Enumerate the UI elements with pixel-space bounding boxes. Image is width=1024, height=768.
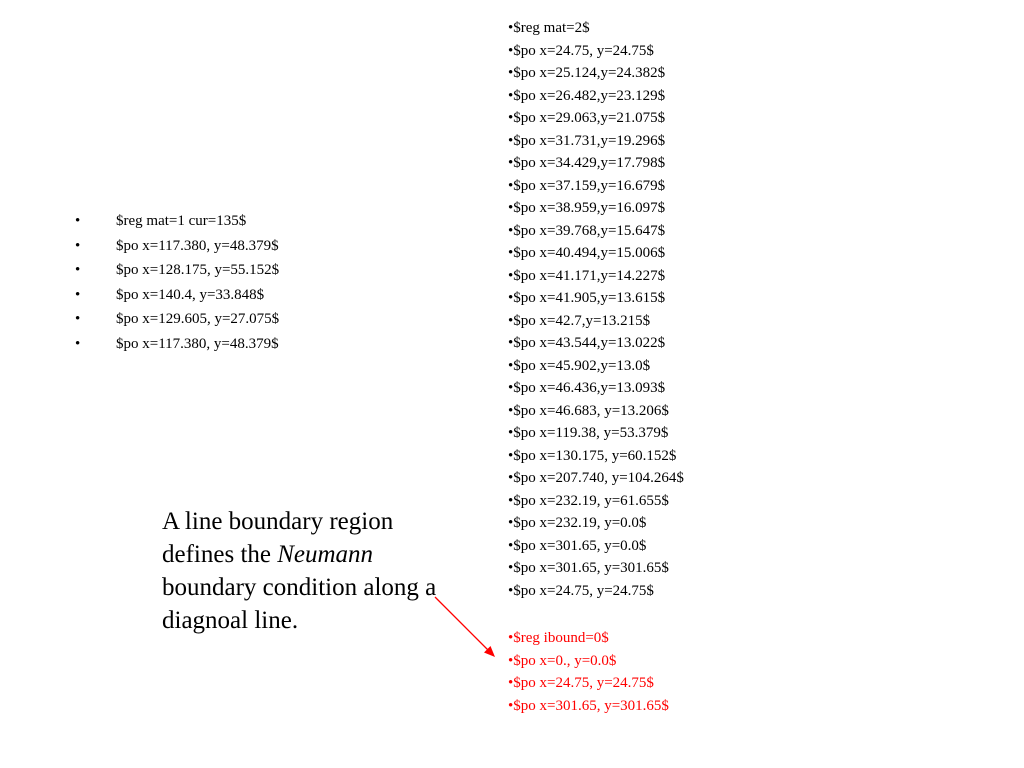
list-item: • $po x=129.605, y=27.075$ <box>70 307 279 332</box>
list-item: • $po x=130.175, y=60.152$ <box>508 445 684 468</box>
list-item: • $po x=0., y=0.0$ <box>508 650 669 673</box>
caption-after: boundary condition along a diagnoal line. <box>162 574 437 634</box>
list-item: • $po x=42.7,y=13.215$ <box>508 310 684 333</box>
list-item: • $po x=232.19, y=0.0$ <box>508 512 684 535</box>
list-item: • $reg mat=1 cur=135$ <box>70 209 279 234</box>
list-item: • $po x=117.380, y=48.379$ <box>70 332 279 357</box>
list-item: • $po x=41.905,y=13.615$ <box>508 287 684 310</box>
list-item: • $po x=24.75, y=24.75$ <box>508 40 684 63</box>
list-item: • $po x=207.740, y=104.264$ <box>508 467 684 490</box>
list-item: • $po x=117.380, y=48.379$ <box>70 234 279 259</box>
list-item: • $po x=43.544,y=13.022$ <box>508 332 684 355</box>
list-item: • $po x=37.159,y=16.679$ <box>508 175 684 198</box>
caption-before: A line boundary region defines the <box>162 508 394 568</box>
list-item: • $po x=25.124,y=24.382$ <box>508 62 684 85</box>
list-item: • $po x=31.731,y=19.296$ <box>508 130 684 153</box>
list-item: • $po x=301.65, y=0.0$ <box>508 535 684 558</box>
list-item: • $reg ibound=0$ <box>508 627 669 650</box>
list-item: • $po x=301.65, y=301.65$ <box>508 557 684 580</box>
list-item: • $po x=40.494,y=15.006$ <box>508 242 684 265</box>
list-item: • $po x=29.063,y=21.075$ <box>508 107 684 130</box>
list-item: • $po x=46.683, y=13.206$ <box>508 400 684 423</box>
list-item: • $po x=41.171,y=14.227$ <box>508 265 684 288</box>
list-item: • $po x=232.19, y=61.655$ <box>508 490 684 513</box>
list-item: • $po x=140.4, y=33.848$ <box>70 283 279 308</box>
list-item: • $po x=46.436,y=13.093$ <box>508 377 684 400</box>
list-item: • $po x=34.429,y=17.798$ <box>508 152 684 175</box>
list-item: • $po x=39.768,y=15.647$ <box>508 220 684 243</box>
list-item: • $po x=38.959,y=16.097$ <box>508 197 684 220</box>
list-item: • $po x=24.75, y=24.75$ <box>508 580 684 603</box>
list-item: • $po x=301.65, y=301.65$ <box>508 695 669 718</box>
list-item: • $reg mat=2$ <box>508 17 684 40</box>
list-item: • $po x=45.902,y=13.0$ <box>508 355 684 378</box>
caption-emphasis: Neumann <box>277 541 374 568</box>
list-item: • $po x=128.175, y=55.152$ <box>70 258 279 283</box>
list-item: • $po x=119.38, y=53.379$ <box>508 422 684 445</box>
list-item: • $po x=24.75, y=24.75$ <box>508 672 669 695</box>
list-item: • $po x=26.482,y=23.129$ <box>508 85 684 108</box>
